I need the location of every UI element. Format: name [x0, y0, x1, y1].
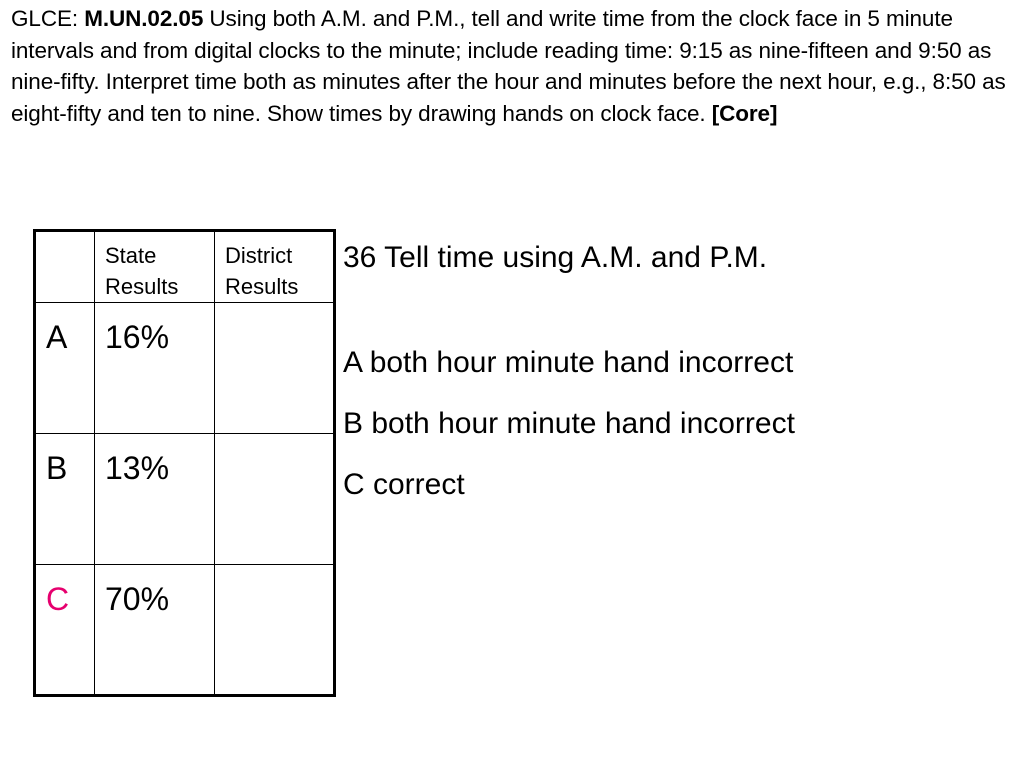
header-district-results: District Results	[215, 231, 335, 303]
glce-prefix: GLCE:	[11, 6, 85, 31]
choice-a: A both hour minute hand incorrect	[343, 346, 794, 379]
row-key-correct: C	[35, 565, 95, 696]
table-row	[35, 303, 335, 434]
choice-b: B both hour minute hand incorrect	[343, 407, 795, 440]
table-header-row	[35, 231, 335, 303]
glce-core-tag: [Core]	[711, 100, 778, 126]
header-state-results: State Results	[95, 231, 215, 303]
district-result	[215, 434, 335, 565]
results-table	[33, 229, 336, 697]
state-result: 16%	[95, 303, 215, 434]
answer-choices	[343, 332, 795, 515]
header-key	[35, 231, 95, 303]
row-key: A	[35, 303, 95, 434]
glce-code: M.UN.02.05	[84, 6, 204, 31]
glce-standard-text	[11, 3, 1016, 129]
district-result	[215, 303, 335, 434]
table-row	[35, 565, 335, 696]
glce-description: Using both A.M. and P.M., tell and write time from the clock face in 5 minute intervals and from digital clocks to the minute; include reading time: 9:15 as nine-fifteen and 9:50 as nine-fifty. Interpret time both as minutes after the hour and minutes before the next hour, e.g., 8:50 as eight-fifty and ten to nine. Show times by drawing hands on clock face.	[11, 6, 1006, 126]
question-title: 36 Tell time using A.M. and P.M.	[343, 241, 768, 274]
state-result: 13%	[95, 434, 215, 565]
choice-c: C correct	[343, 468, 465, 501]
state-result: 70%	[95, 565, 215, 696]
district-result	[215, 565, 335, 696]
row-key: B	[35, 434, 95, 565]
table-row	[35, 434, 335, 565]
